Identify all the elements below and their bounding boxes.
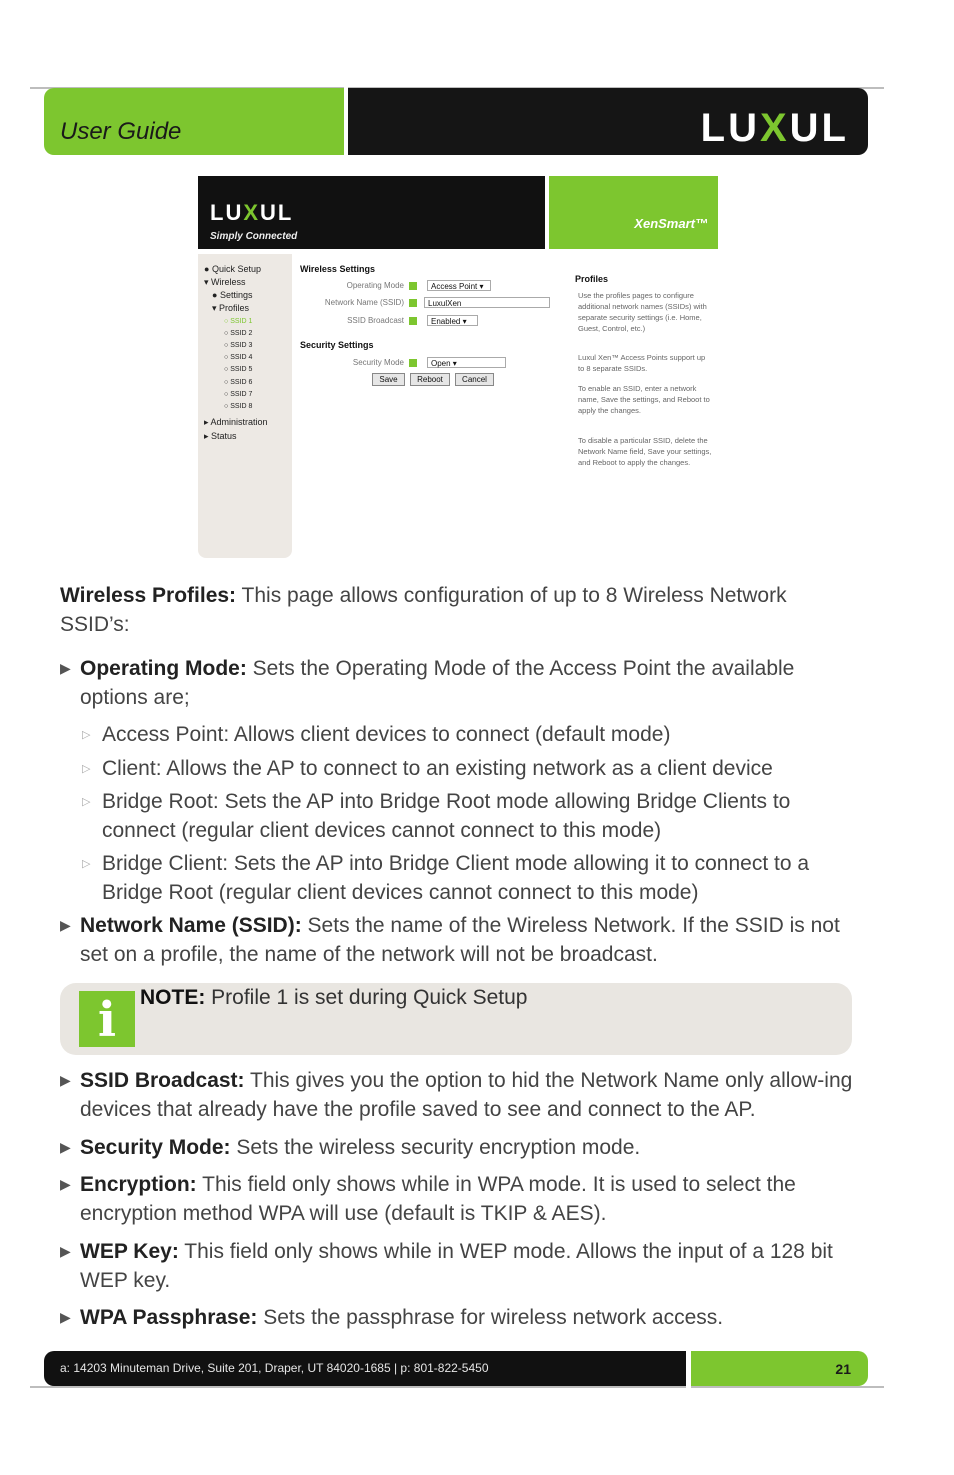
mode-item: Bridge Client: Sets the AP into Bridge Client mode allowing it to connect to a Bridge Root (regular client devices cannot connect to this mode) — [102, 852, 810, 904]
network-name-label: Network Name (SSID) — [324, 298, 404, 307]
note-text: NOTE: Profile 1 is set during Quick Setup — [140, 986, 528, 1009]
info-icon: i — [79, 991, 135, 1047]
ssid-broadcast-label: SSID Broadcast — [347, 316, 404, 325]
intro-paragraph: Wireless Profiles: This page allows configuration of up to 8 Wireless Network SSID’s: — [60, 584, 787, 636]
screenshot-product-panel — [549, 176, 718, 249]
help-icon[interactable] — [409, 317, 417, 325]
nav-quick-setup[interactable]: ● Quick Setup — [204, 264, 261, 274]
nav-administration[interactable]: ▸ Administration — [204, 417, 268, 427]
footer-rule-right — [691, 1386, 884, 1388]
nav-ssid-3[interactable]: ○ SSID 3 — [224, 342, 253, 349]
bullet-arrow-icon: ▶ — [60, 1309, 71, 1325]
bullet-arrow-icon: ▶ — [60, 1243, 71, 1259]
security-settings-heading: Security Settings — [300, 340, 374, 350]
ssid-broadcast-item: SSID Broadcast: This gives you the option to hid the Network Name only allow-ing devices that already have the profile saved to see and connect to the AP. — [80, 1069, 853, 1121]
nav-ssid-5[interactable]: ○ SSID 5 — [224, 366, 253, 373]
nav-settings[interactable]: ● Settings — [212, 290, 253, 300]
security-mode-select[interactable]: Open ▾ — [427, 357, 506, 368]
footer-rule-left — [30, 1386, 686, 1388]
help-icon[interactable] — [409, 359, 417, 367]
nav-ssid-8[interactable]: ○ SSID 8 — [224, 403, 253, 410]
sub-bullet-icon: ▷ — [82, 729, 91, 741]
page-title: User Guide — [60, 118, 182, 145]
nav-ssid-6[interactable]: ○ SSID 6 — [224, 379, 253, 386]
security-mode-label: Security Mode — [352, 358, 404, 367]
nav-ssid-2[interactable]: ○ SSID 2 — [224, 330, 253, 337]
mode-item: Client: Allows the AP to connect to an existing network as a client device — [102, 757, 773, 780]
mode-item: Bridge Root: Sets the AP into Bridge Root mode allowing Bridge Clients to connect (regular client devices cannot connect to this mode) — [102, 790, 791, 842]
screenshot-tagline: Simply Connected — [210, 231, 298, 242]
operating-mode-select[interactable]: Access Point ▾ — [427, 280, 491, 291]
nav-wireless[interactable]: ▾ Wireless — [204, 277, 246, 287]
sub-bullet-icon: ▷ — [82, 796, 91, 808]
wireless-settings-heading: Wireless Settings — [300, 264, 375, 274]
operating-mode-item: Operating Mode: Sets the Operating Mode of the Access Point the available options are; — [80, 657, 795, 709]
ssid-broadcast-select[interactable]: Enabled ▾ — [427, 315, 478, 326]
bullet-arrow-icon: ▶ — [60, 1176, 71, 1192]
bullet-arrow-icon: ▶ — [60, 660, 71, 676]
profiles-help-text: To enable an SSID, enter a network name, Save the settings, and Reboot to apply the changes. — [578, 384, 710, 415]
web-ui-screenshot — [198, 176, 718, 558]
save-button[interactable]: Save — [372, 373, 405, 386]
operating-mode-label: Operating Mode — [346, 281, 404, 290]
profiles-help-heading: Profiles — [575, 274, 609, 284]
page-number: 21 — [835, 1361, 851, 1377]
wep-key-item: WEP Key: This field only shows while in WEP mode. Allows the input of a 128 bit WEP key. — [80, 1240, 833, 1292]
bullet-arrow-icon: ▶ — [60, 1139, 71, 1155]
screenshot-logo: LUXUL — [210, 200, 294, 225]
footer-address: a: 14203 Minuteman Drive, Suite 201, Draper, UT 84020-1685 | p: 801-822-5450 — [60, 1361, 489, 1375]
network-name-input[interactable]: LuxulXen — [424, 297, 550, 308]
reboot-button[interactable]: Reboot — [410, 373, 450, 386]
profiles-help-text: Luxul Xen™ Access Points support up to 8 separate SSIDs. — [578, 353, 706, 373]
cancel-button[interactable]: Cancel — [455, 373, 494, 386]
bullet-arrow-icon: ▶ — [60, 917, 71, 933]
encryption-item: Encryption: This field only shows while in WPA mode. It is used to select the encryption method WPA will use (default is TKIP & AES). — [80, 1173, 796, 1225]
nav-ssid-1[interactable]: ○ SSID 1 — [224, 318, 253, 325]
security-mode-item: Security Mode: Sets the wireless security encryption mode. — [80, 1136, 641, 1159]
wpa-passphrase-item: WPA Passphrase: Sets the passphrase for wireless network access. — [80, 1306, 724, 1329]
mode-item: Access Point: Allows client devices to connect (default mode) — [102, 723, 671, 746]
network-name-item: Network Name (SSID): Sets the name of the Wireless Network. If the SSID is not set on a profile, the name of the network will not be broadcast. — [80, 914, 840, 966]
nav-ssid-4[interactable]: ○ SSID 4 — [224, 354, 253, 361]
luxul-logo: LUXUL — [700, 106, 849, 150]
profiles-help-text: To disable a particular SSID, delete the Network Name field, Save your settings, and Reboot to apply the changes. — [578, 436, 712, 467]
nav-profiles[interactable]: ▾ Profiles — [212, 303, 250, 313]
help-icon[interactable] — [409, 282, 417, 290]
nav-status[interactable]: ▸ Status — [204, 431, 237, 441]
bullet-arrow-icon: ▶ — [60, 1072, 71, 1088]
screenshot-product-name: XenSmart™ — [634, 216, 708, 231]
nav-ssid-7[interactable]: ○ SSID 7 — [224, 391, 253, 398]
sub-bullet-icon: ▷ — [82, 763, 91, 775]
sub-bullet-icon: ▷ — [82, 858, 91, 870]
help-icon[interactable] — [409, 299, 417, 307]
profiles-help-text: Use the profiles pages to configure additional network names (SSIDs) with separate security settings (i.e. Home, Guest, Control, etc.) — [578, 291, 707, 333]
